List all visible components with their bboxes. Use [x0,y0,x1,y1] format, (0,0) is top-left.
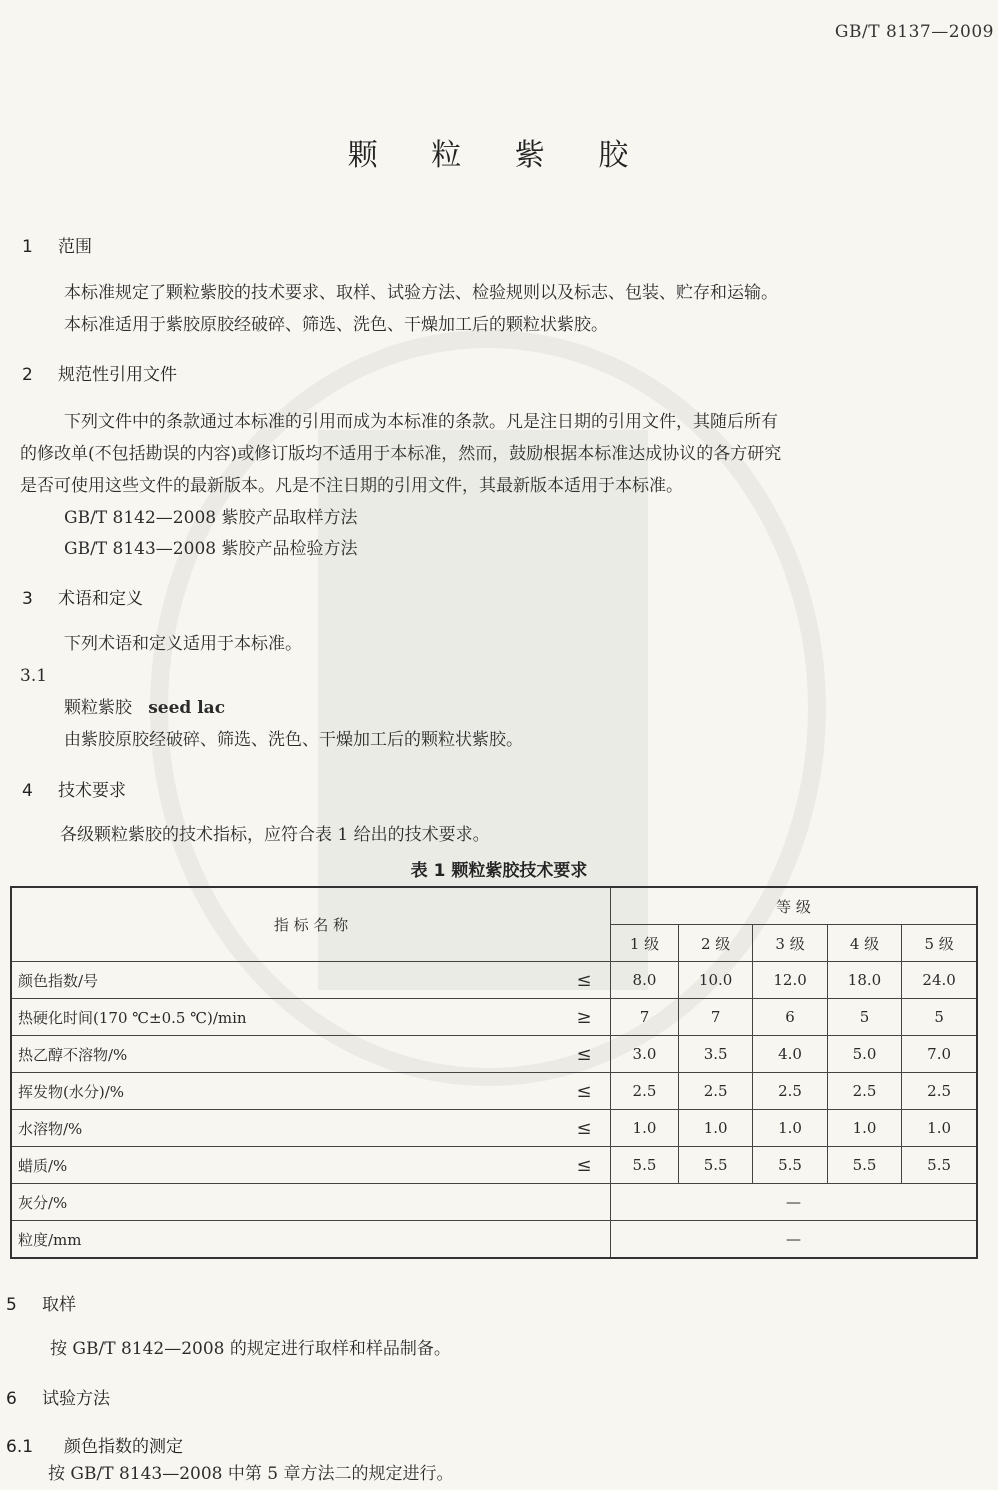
section-6-heading [6,1384,110,1409]
grade-value: 2.5 [753,1073,827,1110]
comparison-symbol: ≤ [558,1147,611,1184]
table-header-row [11,887,977,925]
indicator-name: 热乙醇不溶物/% [11,1036,558,1073]
grade-value: 2.5 [902,1073,977,1110]
grade-value: 8.0 [611,962,679,999]
comparison-symbol: ≤ [558,1110,611,1147]
standard-code: GB/T 8137—2009 [834,22,994,42]
subsection-6-1-heading [6,1432,183,1457]
indicator-name: 灰分/% [11,1184,611,1221]
grade-value: 1.0 [902,1110,977,1147]
merged-value: — [611,1221,977,1259]
grade-value: 5 [902,999,977,1036]
indicator-name: 水溶物/% [11,1110,558,1147]
paragraph: 各级颗粒紫胶的技术指标，应符合表 1 给出的技术要求。 [60,825,490,845]
grade-label: 3 级 [753,925,827,962]
grade-value: 1.0 [678,1110,752,1147]
paragraph: 下列术语和定义适用于本标准。 [64,634,302,654]
section-number: 6 [6,1389,17,1409]
grade-value: 5.5 [678,1147,752,1184]
reference-item: GB/T 8142—2008 紫胶产品取样方法 [64,508,358,528]
section-2-heading [22,360,177,385]
grade-value: 5 [827,999,901,1036]
comparison-symbol: ≤ [558,962,611,999]
subsection-number: 6.1 [6,1437,34,1457]
grade-value: 4.0 [753,1036,827,1073]
grade-value: 7 [611,999,679,1036]
indicator-name: 热硬化时间(170 ℃±0.5 ℃)/min [11,999,558,1036]
term-chinese: 颗粒紫胶 [64,698,132,718]
section-1-heading [22,232,92,257]
grade-value: 1.0 [753,1110,827,1147]
paragraph: 本标准规定了颗粒紫胶的技术要求、取样、试验方法、检验规则以及标志、包装、贮存和运输。 [64,283,778,303]
reference-item: GB/T 8143—2008 紫胶产品检验方法 [64,539,358,559]
section-title: 规范性引用文件 [58,365,177,385]
grade-value: 2.5 [611,1073,679,1110]
table-row [11,1073,977,1110]
spec-table [10,886,978,1259]
grade-value: 5.5 [827,1147,901,1184]
paragraph: 是否可使用这些文件的最新版本。凡是不注日期的引用文件，其最新版本适用于本标准。 [20,476,683,496]
table-caption: 表 1 颗粒紫胶技术要求 [410,861,588,881]
term-english: seed lac [148,698,226,718]
merged-value: — [611,1184,977,1221]
grade-label: 1 级 [611,925,679,962]
grade-value: 5.5 [611,1147,679,1184]
indicator-name: 蜡质/% [11,1147,558,1184]
grade-label: 5 级 [902,925,977,962]
grade-value: 6 [753,999,827,1036]
paragraph: 按 GB/T 8143—2008 中第 5 章方法二的规定进行。 [48,1464,454,1484]
table-row [11,1110,977,1147]
subsection-number: 3.1 [20,666,48,686]
definition: 由紫胶原胶经破碎、筛选、洗色、干燥加工后的颗粒状紫胶。 [64,730,523,750]
section-3-heading [22,584,143,609]
paragraph: 按 GB/T 8142—2008 的规定进行取样和样品制备。 [50,1339,451,1359]
grade-value: 10.0 [678,962,752,999]
comparison-symbol: ≤ [558,1036,611,1073]
table-row [11,1184,977,1221]
grade-value: 5.0 [827,1036,901,1073]
grade-value: 7 [678,999,752,1036]
grade-value: 2.5 [678,1073,752,1110]
paragraph: 下列文件中的条款通过本标准的引用而成为本标准的条款。凡是注日期的引用文件，其随后所有 [64,412,778,432]
table-row [11,1147,977,1184]
section-5-heading [6,1290,76,1315]
table-row [11,962,977,999]
grade-value: 3.5 [678,1036,752,1073]
grade-value: 5.5 [902,1147,977,1184]
grade-value: 1.0 [611,1110,679,1147]
section-title: 取样 [42,1295,76,1315]
indicator-name: 颜色指数/号 [11,962,558,999]
section-title: 技术要求 [58,781,126,801]
section-title: 术语和定义 [58,589,143,609]
grade-value: 1.0 [827,1110,901,1147]
paragraph: 的修改单(不包括勘误的内容)或修订版均不适用于本标准，然而，鼓励根据本标准达成协议的各方研究 [20,444,782,464]
grade-label: 4 级 [827,925,901,962]
grade-value: 7.0 [902,1036,977,1073]
table-row [11,999,977,1036]
section-number: 5 [6,1295,17,1315]
section-number: 4 [22,781,33,801]
grade-value: 24.0 [902,962,977,999]
table-row [11,1036,977,1073]
section-title: 试验方法 [42,1389,110,1409]
indicator-name: 挥发物(水分)/% [11,1073,558,1110]
indicator-name: 粒度/mm [11,1221,611,1259]
subsection-title: 颜色指数的测定 [64,1437,183,1457]
page-title: 颗 粒 紫 胶 [347,138,651,173]
grade-value: 12.0 [753,962,827,999]
section-number: 2 [22,365,33,385]
section-number: 3 [22,589,33,609]
table-row [11,1221,977,1259]
comparison-symbol: ≥ [558,999,611,1036]
section-4-heading [22,776,126,801]
grade-value: 2.5 [827,1073,901,1110]
section-title: 范围 [58,237,92,257]
grade-value: 18.0 [827,962,901,999]
grade-value: 5.5 [753,1147,827,1184]
grade-value: 3.0 [611,1036,679,1073]
grade-header: 等 级 [611,887,977,925]
term [64,692,225,724]
grade-label: 2 级 [678,925,752,962]
section-number: 1 [22,237,33,257]
comparison-symbol: ≤ [558,1073,611,1110]
indicator-header: 指 标 名 称 [11,887,611,962]
paragraph: 本标准适用于紫胶原胶经破碎、筛选、洗色、干燥加工后的颗粒状紫胶。 [64,315,608,335]
